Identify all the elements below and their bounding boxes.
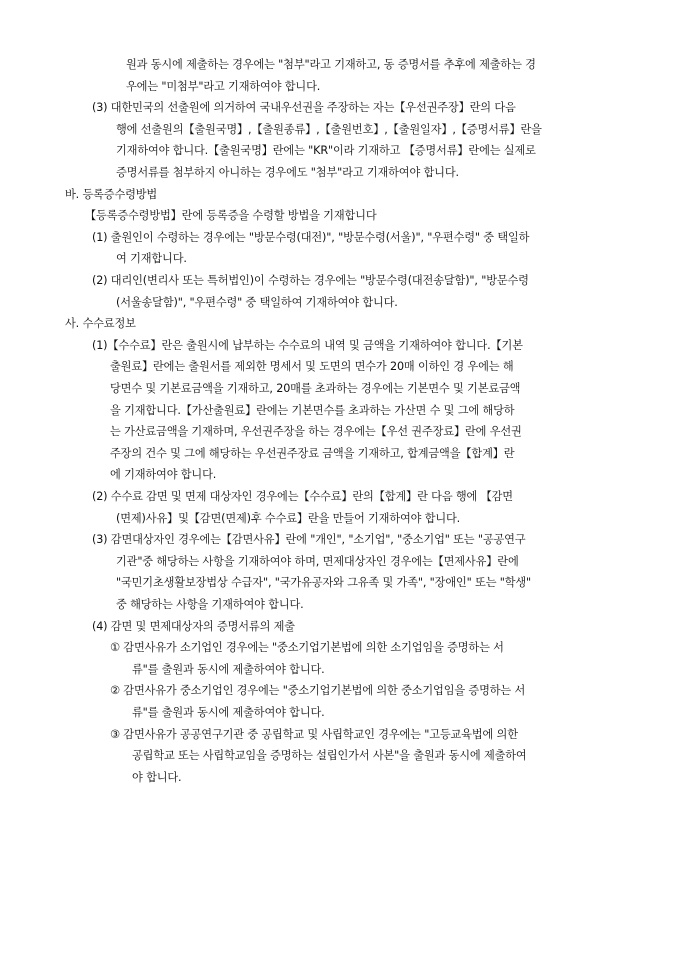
text-line: (3) 대한민국의 선출원에 의거하여 국내우선권을 주장하는 자는【우선권주장】란의 다음 <box>92 101 516 115</box>
list-item: ① 감면사유가 소기업인 경우에는 "중소기업기본법에 의한 소기업임을 증명하는 서 <box>110 641 504 655</box>
text-line: 기재하여야 합니다.【출원국명】란에는 "KR"이라 기재하고 【증명서류】란에는 실제로 <box>116 144 536 158</box>
text-line: 출원료】란에는 출원서를 제외한 명세서 및 도면의 면수가 20매 이하인 경 우에는 해 <box>110 360 514 374</box>
text-line: (4) 감면 및 면제대상자의 증명서류의 제출 <box>92 619 295 633</box>
text-line: 공립학교 또는 사립학교임을 증명하는 설립인가서 사본"을 출원과 동시에 제출하여 <box>132 749 527 763</box>
text-line: 기관"중 해당하는 사항을 기재하여야 하며, 면제대상자인 경우에는【면제사유】란에 <box>116 554 519 568</box>
text-line: 우에는 "미첨부"라고 기재하여야 합니다. <box>126 79 321 93</box>
text-line: 원과 동시에 제출하는 경우에는 "첨부"라고 기재하고, 동 증명서를 추후에 제출하는 경 <box>126 58 536 71</box>
text-line: 여 기재합니다. <box>116 252 187 266</box>
section-heading: 바. 등록증수령방법 <box>65 187 158 201</box>
list-item: ③ 감면사유가 공공연구기관 중 공립학교 및 사립학교인 경우에는 "고등교육법에 의한 <box>110 727 518 741</box>
text-line: "국민기초생활보장법상 수급자", "국가유공자와 그유족 및 가족", "장애인" 또는 "학생" <box>116 576 532 590</box>
section-heading: 사. 수수료정보 <box>65 317 136 331</box>
text-line: 중 해당하는 사항을 기재하여야 합니다. <box>116 598 304 611</box>
text-line: 야 합니다. <box>132 770 182 784</box>
text-line: 주장의 건수 및 그에 해당하는 우선권주장료 금액을 기재하고, 합계금액을【합계】란 <box>110 446 515 460</box>
text-line: 당면수 및 기본료금액을 기재하고, 20매를 초과하는 경우에는 기본면수 및 기본료금액 <box>110 382 521 395</box>
text-line: 을 기재합니다.【가산출원료】란에는 기본면수를 초과하는 가산면 수 및 그에 해당하 <box>110 403 515 417</box>
text-line: (1)【수수료】란은 출원시에 납부하는 수수료의 내역 및 금액을 기재하여야 합니다.【기본 <box>92 338 523 352</box>
text-line: 증명서류를 첨부하지 아니하는 경우에도 "첨부"라고 기재하여야 합니다. <box>116 166 459 179</box>
text-line: (2) 대리인(변리사 또는 특허법인)이 수령하는 경우에는 "방문수령(대전송달함)", "방문수령 <box>92 274 529 287</box>
text-line: 에 기재하여야 합니다. <box>110 468 217 482</box>
text-line: (2) 수수료 감면 및 면제 대상자인 경우에는【수수료】란의【합계】란 다음 행에 【감면 <box>92 490 513 503</box>
text-line: (3) 감면대상자인 경우에는【감면사유】란에 "개인", "소기업", "중소기업" 또는 "공공연구 <box>92 533 526 547</box>
text-line: (서울송달함)", "우편수령" 중 택일하여 기재하여야 합니다. <box>116 295 398 309</box>
list-item: ② 감면사유가 중소기업인 경우에는 "중소기업기본법에 의한 중소기업임을 증명하는 서 <box>110 684 526 698</box>
text-line: 는 가산료금액을 기재하며, 우선권주장을 하는 경우에는【우선 권주장료】란에 우선권 <box>110 425 522 439</box>
text-line: 【등록증수령방법】란에 등록증을 수령할 방법을 기재합니다 <box>85 209 377 223</box>
text-line: 행에 선출원의【출원국명】,【출원종류】,【출원번호】,【출원일자】,【증명서류】란을 <box>116 122 542 136</box>
text-line: (1) 출원인이 수령하는 경우에는 "방문수령(대전)", "방문수령(서울)", "우편수령" 중 택일하 <box>92 230 530 244</box>
text-line: 류"를 출원과 동시에 제출하여야 합니다. <box>132 662 325 676</box>
text-line: (면제)사유】및【감면(면제)후 수수료】란을 만들어 기재하여야 합니다. <box>116 511 461 525</box>
text-line: 류"를 출원과 동시에 제출하여야 합니다. <box>132 706 325 719</box>
